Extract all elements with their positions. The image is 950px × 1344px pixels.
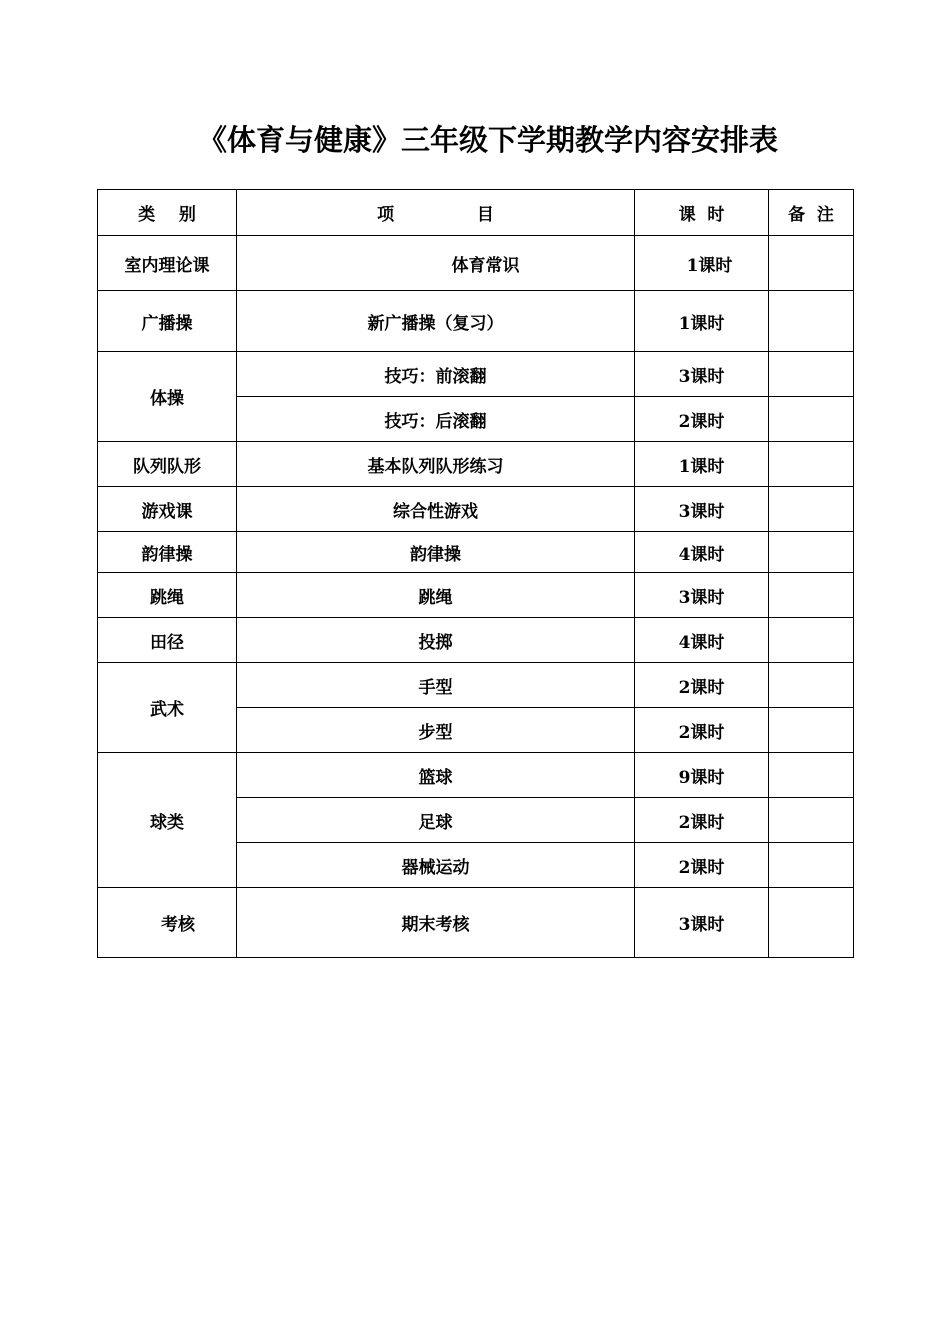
remark-cell [769, 663, 854, 708]
table-row [98, 291, 854, 352]
hours-cell: 2课时 [635, 843, 769, 888]
header-remark: 备 注 [769, 190, 854, 236]
category-cell: 体操 [98, 352, 237, 442]
remark-cell [769, 397, 854, 442]
item-cell: 器械运动 [237, 843, 635, 888]
category-cell: 跳绳 [98, 573, 237, 618]
table-row [98, 442, 854, 487]
header-category: 类 别 [98, 190, 237, 236]
hours-cell: 9课时 [635, 753, 769, 798]
item-cell: 基本队列队形练习 [237, 442, 635, 487]
remark-cell [769, 487, 854, 532]
hours-cell: 3课时 [635, 573, 769, 618]
table-row [98, 753, 854, 798]
category-cell: 广播操 [98, 291, 237, 352]
category-cell: 室内理论课 [98, 236, 237, 291]
item-cell: 新广播操（复习） [237, 291, 635, 352]
table-row [98, 236, 854, 291]
table-row [98, 352, 854, 397]
remark-cell [769, 753, 854, 798]
item-cell: 篮球 [237, 753, 635, 798]
remark-cell [769, 236, 854, 291]
remark-cell [769, 442, 854, 487]
hours-cell: 2课时 [635, 798, 769, 843]
hours-cell: 3课时 [635, 352, 769, 397]
item-cell: 技巧：后滚翻 [237, 397, 635, 442]
hours-cell: 2课时 [635, 397, 769, 442]
hours-cell: 1课时 [635, 236, 769, 291]
table-row [98, 663, 854, 708]
hours-cell: 1课时 [635, 442, 769, 487]
category-cell: 游戏课 [98, 487, 237, 532]
category-cell: 队列队形 [98, 442, 237, 487]
table-row [98, 618, 854, 663]
item-cell: 综合性游戏 [237, 487, 635, 532]
table-row [98, 573, 854, 618]
header-item: 项 目 [237, 190, 635, 236]
category-cell: 球类 [98, 753, 237, 888]
remark-cell [769, 798, 854, 843]
category-cell: 韵律操 [98, 532, 237, 573]
item-cell: 韵律操 [237, 532, 635, 573]
item-cell: 投掷 [237, 618, 635, 663]
hours-cell: 4课时 [635, 532, 769, 573]
remark-cell [769, 618, 854, 663]
item-cell: 跳绳 [237, 573, 635, 618]
item-cell: 技巧：前滚翻 [237, 352, 635, 397]
table-row [98, 487, 854, 532]
hours-cell: 2课时 [635, 663, 769, 708]
document-title: 《体育与健康》三年级下学期教学内容安排表 [197, 123, 778, 157]
table-row [98, 532, 854, 573]
item-cell: 足球 [237, 798, 635, 843]
hours-cell: 3课时 [635, 487, 769, 532]
hours-cell: 2课时 [635, 708, 769, 753]
remark-cell [769, 291, 854, 352]
hours-cell: 3课时 [635, 888, 769, 958]
remark-cell [769, 352, 854, 397]
category-cell: 武术 [98, 663, 237, 753]
remark-cell [769, 843, 854, 888]
schedule-table [97, 189, 854, 958]
remark-cell [769, 532, 854, 573]
remark-cell [769, 708, 854, 753]
remark-cell [769, 573, 854, 618]
table-row [98, 888, 854, 958]
table-header-row [98, 190, 854, 236]
item-cell: 体育常识 [237, 236, 635, 291]
remark-cell [769, 888, 854, 958]
category-cell: 考核 [98, 888, 237, 958]
item-cell: 期末考核 [237, 888, 635, 958]
hours-cell: 1课时 [635, 291, 769, 352]
header-hours: 课 时 [635, 190, 769, 236]
item-cell: 步型 [237, 708, 635, 753]
category-cell: 田径 [98, 618, 237, 663]
item-cell: 手型 [237, 663, 635, 708]
hours-cell: 4课时 [635, 618, 769, 663]
